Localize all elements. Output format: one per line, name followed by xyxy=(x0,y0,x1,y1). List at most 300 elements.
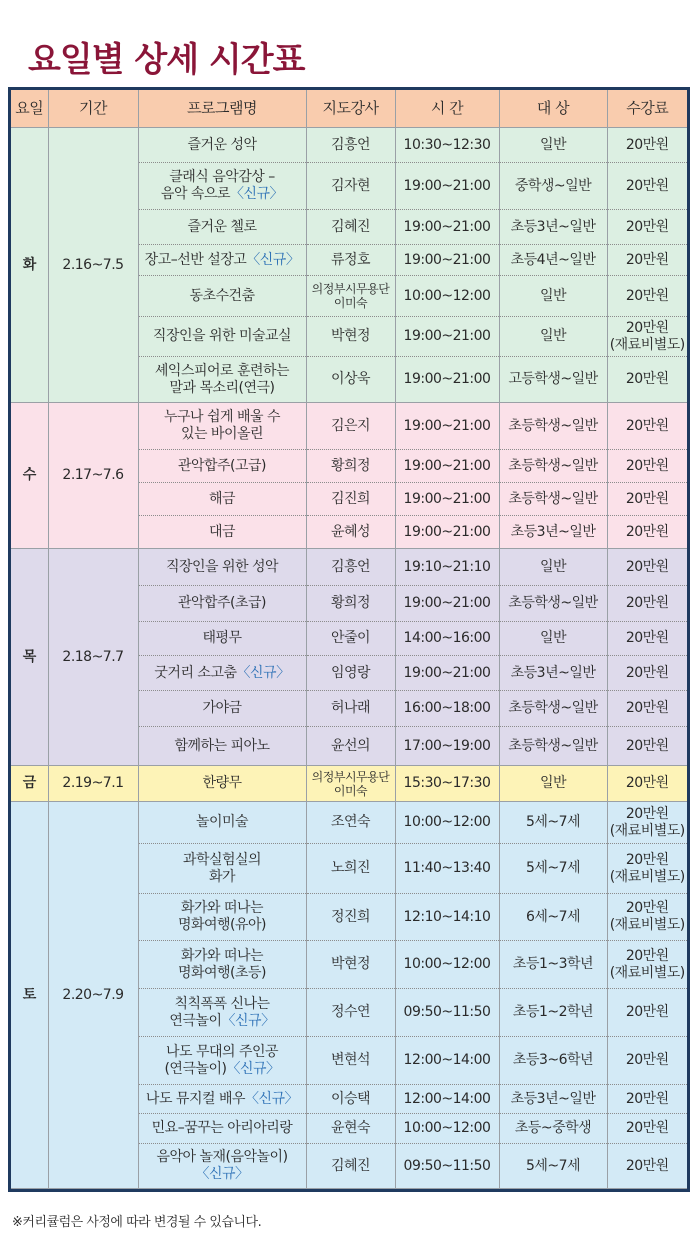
fee-cell xyxy=(607,276,687,317)
fee-cell-text: (재료비별도) xyxy=(609,868,685,885)
program-name: 화가와 떠나는 xyxy=(180,947,264,964)
target-cell-text: 초등3년~일반 xyxy=(510,664,596,681)
time-cell-text: 10:00~12:00 xyxy=(403,956,491,972)
table-row xyxy=(11,802,687,844)
target-cell-text: 일반 xyxy=(539,328,567,344)
program-cell xyxy=(138,210,306,245)
target-cell-text: 초등3년~일반 xyxy=(510,1090,596,1107)
fee-cell xyxy=(607,128,687,163)
program-name: 장고–선반 설장고 xyxy=(144,251,247,268)
instructor-cell xyxy=(306,586,395,622)
program-name: 있는 바이올린 xyxy=(180,426,264,442)
fee-cell xyxy=(607,1114,687,1144)
fee-cell-text: 20만원 xyxy=(625,523,669,540)
time-cell xyxy=(395,450,499,483)
instructor-cell xyxy=(306,691,395,727)
header-period: 기간 xyxy=(48,90,138,128)
target-cell xyxy=(499,766,607,802)
target-cell-text: 초등1~2학년 xyxy=(512,1004,594,1020)
program-name: 민요–꿈꾸는 아리아리랑 xyxy=(151,1120,293,1136)
instructor-cell xyxy=(306,245,395,276)
time-cell xyxy=(395,989,499,1037)
target-cell-text: 일반 xyxy=(539,775,567,791)
fee-cell xyxy=(607,317,687,357)
time-cell xyxy=(395,691,499,727)
program-name: 대금 xyxy=(208,523,236,540)
instructor-cell-text: 김자현 xyxy=(330,177,371,194)
time-cell-text: 10:00~12:00 xyxy=(403,814,491,830)
fee-cell-text: 20만원 xyxy=(625,1120,669,1136)
time-cell xyxy=(395,163,499,210)
fee-cell xyxy=(607,691,687,727)
fee-cell xyxy=(607,450,687,483)
program-name: 칙칙폭폭 신나는 xyxy=(174,995,270,1012)
target-cell xyxy=(499,989,607,1037)
fee-cell xyxy=(607,941,687,989)
fee-cell-text: 20만원 xyxy=(625,1157,669,1174)
period-cell: 2.18~7.7 xyxy=(48,549,138,766)
instructor-cell-text: 이승택 xyxy=(330,1090,371,1107)
fee-cell-text: 20만원 xyxy=(625,177,669,194)
fee-cell xyxy=(607,656,687,691)
new-badge: 〈신규〉 xyxy=(226,1060,280,1077)
time-cell-text: 10:30~12:30 xyxy=(403,136,491,153)
time-cell-text: 14:00~16:00 xyxy=(403,630,491,646)
program-name: 화가와 떠나는 xyxy=(180,900,264,916)
target-cell-text: 초등3~6학년 xyxy=(512,1052,594,1068)
program-cell xyxy=(138,941,306,989)
fee-cell-text: 20만원 xyxy=(625,136,669,153)
target-cell-text: 5세~7세 xyxy=(525,860,581,876)
instructor-cell-text: 윤선의 xyxy=(330,737,371,754)
time-cell xyxy=(395,1144,499,1189)
target-cell-text: 6세~7세 xyxy=(525,908,581,925)
target-cell-text: 고등학생~일반 xyxy=(508,371,598,387)
target-cell xyxy=(499,549,607,586)
target-cell-text: 초등~중학생 xyxy=(514,1120,592,1136)
time-cell xyxy=(395,844,499,894)
target-cell xyxy=(499,1144,607,1189)
program-name: 즐거운 성악 xyxy=(187,136,257,153)
program-name: 직장인을 위한 미술교실 xyxy=(152,328,292,344)
target-cell xyxy=(499,656,607,691)
program-cell xyxy=(138,1037,306,1085)
target-cell xyxy=(499,622,607,656)
program-name: 화가 xyxy=(208,868,236,885)
fee-cell-text: 20만원 xyxy=(625,700,669,716)
fee-cell-text: 20만원 xyxy=(625,558,669,575)
fee-cell-text: 20만원 xyxy=(625,1052,669,1068)
footnote: ※커리큘럼은 사정에 따라 변경될 수 있습니다. xyxy=(12,1215,262,1230)
time-cell-text: 19:00~21:00 xyxy=(403,523,491,540)
target-cell xyxy=(499,128,607,163)
instructor-cell xyxy=(306,483,395,516)
fee-cell-text: 20만원 xyxy=(625,1004,669,1020)
target-cell xyxy=(499,450,607,483)
target-cell xyxy=(499,210,607,245)
instructor-cell xyxy=(306,622,395,656)
time-cell-text: 19:00~21:00 xyxy=(403,251,491,268)
target-cell-text: 일반 xyxy=(539,136,567,153)
new-badge: 〈신규〉 xyxy=(195,1166,249,1182)
instructor-cell-text: 정진희 xyxy=(330,908,371,925)
target-cell-text: 5세~7세 xyxy=(525,1157,581,1174)
period-cell: 2.16~7.5 xyxy=(48,128,138,403)
target-cell-text: 중학생~일반 xyxy=(514,177,592,194)
target-cell xyxy=(499,802,607,844)
target-cell xyxy=(499,941,607,989)
header-time: 시 간 xyxy=(395,90,499,128)
fee-cell-text: 20만원 xyxy=(625,947,669,964)
schedule-table xyxy=(11,90,687,1189)
instructor-cell-text: 김혜진 xyxy=(330,218,371,235)
program-cell xyxy=(138,802,306,844)
time-cell xyxy=(395,586,499,622)
program-cell xyxy=(138,483,306,516)
program-name: 한량무 xyxy=(202,775,242,791)
fee-cell-text: 20만원 xyxy=(625,900,669,916)
time-cell xyxy=(395,357,499,403)
target-cell-text: 초등1~3학년 xyxy=(512,956,594,972)
fee-cell-text: (재료비별도) xyxy=(609,917,685,933)
program-cell xyxy=(138,1114,306,1144)
instructor-cell xyxy=(306,210,395,245)
fee-cell xyxy=(607,802,687,844)
target-cell xyxy=(499,357,607,403)
target-cell-text: 초등학생~일반 xyxy=(508,417,598,434)
program-name: 음악아 놀재(음악놀이) xyxy=(156,1149,288,1165)
program-cell xyxy=(138,317,306,357)
program-cell xyxy=(138,1144,306,1189)
time-cell-text: 16:00~18:00 xyxy=(403,700,491,716)
program-cell xyxy=(138,586,306,622)
fee-cell-text: (재료비별도) xyxy=(609,336,685,353)
target-cell xyxy=(499,163,607,210)
instructor-cell-text: 조연숙 xyxy=(330,814,371,830)
instructor-cell-text: 의정부시무용단 xyxy=(311,769,390,784)
instructor-cell xyxy=(306,1037,395,1085)
program-cell xyxy=(138,245,306,276)
instructor-cell-text: 황희정 xyxy=(330,457,371,474)
fee-cell xyxy=(607,727,687,766)
instructor-cell xyxy=(306,1114,395,1144)
program-cell xyxy=(138,727,306,766)
program-name: 클래식 음악감상 – xyxy=(169,169,275,185)
fee-cell-text: 20만원 xyxy=(625,1090,669,1107)
fee-cell xyxy=(607,245,687,276)
target-cell-text: 초등학생~일반 xyxy=(508,457,598,474)
new-badge: 〈신규〉 xyxy=(230,186,284,202)
program-name: 직장인을 위한 성악 xyxy=(165,558,279,575)
instructor-cell-text: 노희진 xyxy=(330,860,371,876)
target-cell xyxy=(499,483,607,516)
day-cell: 금 xyxy=(11,766,48,802)
program-cell xyxy=(138,691,306,727)
target-cell xyxy=(499,403,607,450)
time-cell xyxy=(395,245,499,276)
program-name: 가야금 xyxy=(202,700,242,716)
fee-cell-text: (재료비별도) xyxy=(609,964,685,981)
target-cell-text: 초등3년~일반 xyxy=(510,523,596,540)
target-cell-text: 일반 xyxy=(539,287,567,304)
instructor-cell xyxy=(306,357,395,403)
fee-cell xyxy=(607,210,687,245)
instructor-cell-text: 박현정 xyxy=(330,956,371,972)
instructor-cell-text: 안줄이 xyxy=(330,630,371,646)
instructor-cell-text: 류정호 xyxy=(330,251,371,268)
day-cell: 화 xyxy=(11,128,48,403)
target-cell-text: 초등학생~일반 xyxy=(508,490,598,507)
program-cell xyxy=(138,1085,306,1114)
target-cell xyxy=(499,727,607,766)
target-cell-text: 초등3년~일반 xyxy=(510,218,596,235)
period-cell: 2.19~7.1 xyxy=(48,766,138,802)
time-cell xyxy=(395,549,499,586)
time-cell xyxy=(395,941,499,989)
program-name: 태평무 xyxy=(202,630,242,646)
time-cell-text: 19:00~21:00 xyxy=(403,417,491,434)
time-cell xyxy=(395,1114,499,1144)
instructor-cell-text: 이미숙 xyxy=(333,783,368,798)
time-cell-text: 19:00~21:00 xyxy=(403,664,491,681)
fee-cell xyxy=(607,357,687,403)
new-badge: 〈신규〉 xyxy=(236,664,290,681)
time-cell xyxy=(395,317,499,357)
instructor-cell-text: 황희정 xyxy=(330,595,371,611)
time-cell xyxy=(395,483,499,516)
target-cell-text: 일반 xyxy=(539,558,567,575)
fee-cell xyxy=(607,403,687,450)
time-cell-text: 09:50~11:50 xyxy=(403,1157,491,1174)
program-name: 즐거운 첼로 xyxy=(187,218,257,235)
time-cell-text: 19:00~21:00 xyxy=(403,371,491,387)
time-cell xyxy=(395,210,499,245)
instructor-cell-text: 김흥언 xyxy=(330,136,371,153)
time-cell-text: 19:00~21:00 xyxy=(403,595,491,611)
new-badge: 〈신규〉 xyxy=(245,1090,299,1107)
fee-cell xyxy=(607,844,687,894)
program-name: 말과 목소리(연극) xyxy=(169,379,275,396)
program-name: 놀이미술 xyxy=(195,814,249,830)
fee-cell-text: 20만원 xyxy=(625,805,669,822)
time-cell xyxy=(395,403,499,450)
instructor-cell-text: 윤현숙 xyxy=(330,1120,371,1136)
instructor-cell xyxy=(306,317,395,357)
header-target: 대 상 xyxy=(499,90,607,128)
instructor-cell-text: 임영랑 xyxy=(330,664,371,681)
program-name: 나도 뮤지컬 배우 xyxy=(145,1090,245,1107)
program-cell xyxy=(138,403,306,450)
fee-cell-text: 20만원 xyxy=(625,287,669,304)
instructor-cell xyxy=(306,894,395,941)
program-name: 나도 무대의 주인공 xyxy=(165,1043,279,1060)
instructor-cell-text: 의정부시무용단 xyxy=(311,282,390,296)
program-cell xyxy=(138,894,306,941)
time-cell-text: 19:00~21:00 xyxy=(403,218,491,235)
fee-cell-text: 20만원 xyxy=(625,490,669,507)
program-cell xyxy=(138,276,306,317)
instructor-cell xyxy=(306,1144,395,1189)
time-cell xyxy=(395,516,499,549)
time-cell xyxy=(395,276,499,317)
fee-cell xyxy=(607,894,687,941)
program-name: 셰익스피어로 훈련하는 xyxy=(154,362,290,379)
time-cell-text: 11:40~13:40 xyxy=(403,860,491,876)
time-cell-text: 17:00~19:00 xyxy=(403,737,491,754)
program-name: (연극놀이) xyxy=(164,1060,227,1077)
program-name: 명화여행(초등) xyxy=(177,964,267,981)
program-cell xyxy=(138,450,306,483)
target-cell xyxy=(499,1037,607,1085)
program-name: 함께하는 피아노 xyxy=(174,737,270,754)
instructor-cell xyxy=(306,163,395,210)
fee-cell xyxy=(607,766,687,802)
program-cell xyxy=(138,766,306,802)
time-cell xyxy=(395,802,499,844)
instructor-cell xyxy=(306,1085,395,1114)
fee-cell-text: 20만원 xyxy=(625,319,669,336)
target-cell-text: 초등학생~일반 xyxy=(508,595,598,611)
target-cell-text: 초등학생~일반 xyxy=(508,700,598,716)
fee-cell-text: 20만원 xyxy=(625,595,669,611)
header-program: 프로그램명 xyxy=(138,90,306,128)
fee-cell-text: 20만원 xyxy=(625,218,669,235)
target-cell-text: 일반 xyxy=(539,630,567,646)
instructor-cell xyxy=(306,516,395,549)
time-cell-text: 12:00~14:00 xyxy=(403,1090,491,1107)
table-row xyxy=(11,766,687,802)
program-name: 관악합주(고급) xyxy=(177,457,267,474)
fee-cell-text: 20만원 xyxy=(625,371,669,387)
header-fee: 수강료 xyxy=(607,90,687,128)
program-name: 누구나 쉽게 배울 수 xyxy=(163,409,281,425)
target-cell xyxy=(499,1085,607,1114)
instructor-cell xyxy=(306,403,395,450)
day-cell: 수 xyxy=(11,403,48,549)
fee-cell-text: (재료비별도) xyxy=(609,822,685,839)
program-name: 굿거리 소고춤 xyxy=(154,664,237,681)
time-cell xyxy=(395,622,499,656)
header-instructor: 지도강사 xyxy=(306,90,395,128)
header-row xyxy=(11,90,687,128)
new-badge: 〈신규〉 xyxy=(221,1012,275,1029)
target-cell-text: 초등4년~일반 xyxy=(510,251,596,268)
target-cell-text: 5세~7세 xyxy=(525,814,581,830)
program-cell xyxy=(138,128,306,163)
program-name: 해금 xyxy=(208,490,236,507)
target-cell xyxy=(499,586,607,622)
instructor-cell-text: 김진희 xyxy=(330,490,371,507)
fee-cell xyxy=(607,1037,687,1085)
time-cell-text: 19:00~21:00 xyxy=(403,177,491,194)
program-cell xyxy=(138,656,306,691)
instructor-cell xyxy=(306,656,395,691)
fee-cell-text: 20만원 xyxy=(625,851,669,868)
program-name: 과학실험실의 xyxy=(182,851,262,868)
target-cell xyxy=(499,1114,607,1144)
instructor-cell xyxy=(306,766,395,802)
time-cell-text: 09:50~11:50 xyxy=(403,1004,491,1020)
time-cell xyxy=(395,1085,499,1114)
instructor-cell xyxy=(306,276,395,317)
period-cell: 2.17~7.6 xyxy=(48,403,138,549)
target-cell xyxy=(499,894,607,941)
time-cell xyxy=(395,894,499,941)
instructor-cell xyxy=(306,802,395,844)
instructor-cell-text: 윤혜성 xyxy=(330,523,371,540)
table-row xyxy=(11,128,687,163)
fee-cell xyxy=(607,1085,687,1114)
time-cell xyxy=(395,128,499,163)
instructor-cell xyxy=(306,941,395,989)
time-cell xyxy=(395,766,499,802)
time-cell-text: 10:00~12:00 xyxy=(403,287,491,304)
instructor-cell xyxy=(306,989,395,1037)
time-cell-text: 12:00~14:00 xyxy=(403,1052,491,1068)
time-cell-text: 19:00~21:00 xyxy=(403,490,491,507)
target-cell xyxy=(499,844,607,894)
table-row xyxy=(11,549,687,586)
time-cell-text: 15:30~17:30 xyxy=(403,775,491,791)
fee-cell xyxy=(607,549,687,586)
target-cell xyxy=(499,317,607,357)
program-cell xyxy=(138,989,306,1037)
fee-cell xyxy=(607,586,687,622)
fee-cell xyxy=(607,622,687,656)
target-cell xyxy=(499,276,607,317)
target-cell-text: 초등학생~일반 xyxy=(508,737,598,754)
instructor-cell-text: 김은지 xyxy=(330,417,371,434)
time-cell-text: 12:10~14:10 xyxy=(403,908,491,925)
fee-cell-text: 20만원 xyxy=(625,630,669,646)
instructor-cell-text: 김흥언 xyxy=(330,558,371,575)
fee-cell xyxy=(607,163,687,210)
instructor-cell-text: 이미숙 xyxy=(333,296,368,310)
program-name: 음악 속으로 xyxy=(160,186,230,202)
instructor-cell xyxy=(306,128,395,163)
program-name: 동초수건춤 xyxy=(189,287,255,304)
period-cell: 2.20~7.9 xyxy=(48,802,138,1189)
program-name: 관악합주(초급) xyxy=(177,595,267,611)
program-name: 연극놀이 xyxy=(169,1012,222,1029)
instructor-cell-text: 허나래 xyxy=(330,700,371,716)
target-cell xyxy=(499,245,607,276)
instructor-cell-text: 변현석 xyxy=(330,1052,371,1068)
instructor-cell xyxy=(306,844,395,894)
fee-cell xyxy=(607,516,687,549)
header-day: 요일 xyxy=(11,90,48,128)
program-cell xyxy=(138,163,306,210)
time-cell xyxy=(395,1037,499,1085)
fee-cell xyxy=(607,483,687,516)
time-cell-text: 19:00~21:00 xyxy=(403,457,491,474)
instructor-cell xyxy=(306,549,395,586)
time-cell-text: 10:00~12:00 xyxy=(403,1120,491,1136)
program-cell xyxy=(138,549,306,586)
target-cell xyxy=(499,691,607,727)
fee-cell-text: 20만원 xyxy=(625,775,669,791)
program-cell xyxy=(138,357,306,403)
instructor-cell-text: 박현정 xyxy=(330,328,371,344)
table-row xyxy=(11,403,687,450)
schedule-body xyxy=(11,128,687,1189)
instructor-cell xyxy=(306,450,395,483)
time-cell xyxy=(395,727,499,766)
program-cell xyxy=(138,622,306,656)
fee-cell-text: 20만원 xyxy=(625,251,669,268)
program-name: 명화여행(유아) xyxy=(177,917,267,933)
day-cell: 토 xyxy=(11,802,48,1189)
